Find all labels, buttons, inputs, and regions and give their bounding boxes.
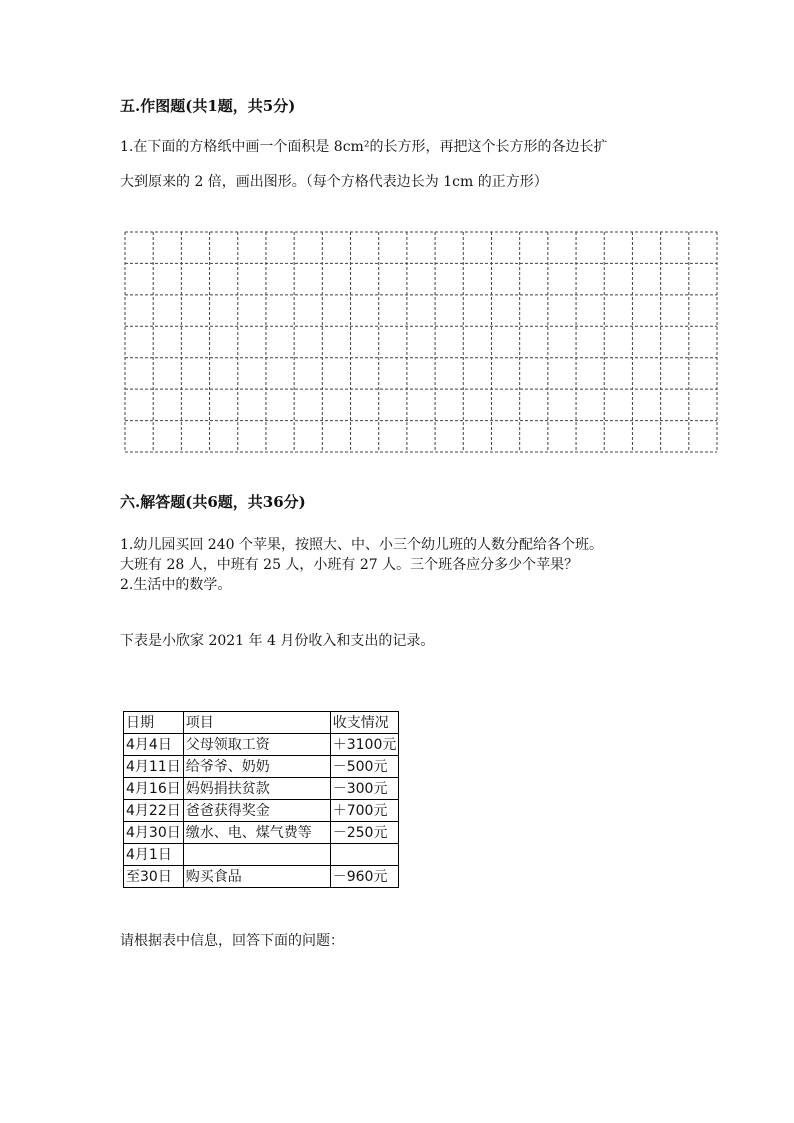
cell-amount: －300元 — [330, 778, 399, 800]
cell-item: 缴水、电、煤气费等 — [183, 822, 330, 844]
cell-item: 妈妈捐扶贫款 — [183, 778, 330, 800]
table-row — [124, 778, 399, 800]
section6-heading: 六.解答题(共6题，共36分) — [120, 493, 306, 511]
section6-q1-line1: 1.幼儿园买回 240 个苹果，按照大、中、小三个幼儿班的人数分配给各个班。 — [120, 537, 603, 553]
table-row — [124, 822, 399, 844]
table-row — [124, 734, 399, 756]
cell-date: 4月4日 — [124, 734, 184, 756]
section6-q2-title: 2.生活中的数学。 — [120, 577, 232, 593]
header-amount: 收支情况 — [330, 712, 399, 734]
cell-item: 给爷爷、奶奶 — [183, 756, 330, 778]
section5-q1-line2: 大到原来的 2 倍，画出图形。（每个方格代表边长为 1cm 的正方形） — [120, 174, 548, 190]
cell-item: 爸爸获得奖金 — [183, 800, 330, 822]
cell-date: 4月30日 — [124, 822, 184, 844]
income-expense-table — [123, 711, 399, 888]
square-grid-paper[interactable] — [124, 231, 718, 453]
header-item: 项目 — [183, 712, 330, 734]
cell-amount: ＋3100元 — [330, 734, 399, 756]
cell-item: 父母领取工资 — [183, 734, 330, 756]
section5-heading: 五.作图题(共1题，共5分) — [120, 97, 296, 115]
cell-date: 4月1日 — [124, 844, 184, 866]
cell-date: 至30日 — [124, 866, 184, 888]
header-date: 日期 — [124, 712, 184, 734]
cell-amount: －500元 — [330, 756, 399, 778]
section6-q1-line2: 大班有 28 人，中班有 25 人，小班有 27 人。三个班各应分多少个苹果？ — [120, 557, 579, 573]
table-intro: 下表是小欣家 2021 年 4 月份收入和支出的记录。 — [120, 633, 435, 649]
cell-item — [183, 844, 330, 866]
cell-item: 购买食品 — [183, 866, 330, 888]
table-row — [124, 866, 399, 888]
table-row — [124, 756, 399, 778]
table-row — [124, 844, 399, 866]
question-prompt: 请根据表中信息，回答下面的问题： — [120, 933, 344, 949]
cell-date: 4月22日 — [124, 800, 184, 822]
cell-amount — [330, 844, 399, 866]
table-header-row — [124, 712, 399, 734]
section5-q1-line1: 1.在下面的方格纸中画一个面积是 8cm²的长方形，再把这个长方形的各边长扩 — [120, 139, 608, 155]
cell-amount: ＋700元 — [330, 800, 399, 822]
cell-date: 4月16日 — [124, 778, 184, 800]
table-row — [124, 800, 399, 822]
cell-amount: －250元 — [330, 822, 399, 844]
cell-date: 4月11日 — [124, 756, 184, 778]
cell-amount: －960元 — [330, 866, 399, 888]
